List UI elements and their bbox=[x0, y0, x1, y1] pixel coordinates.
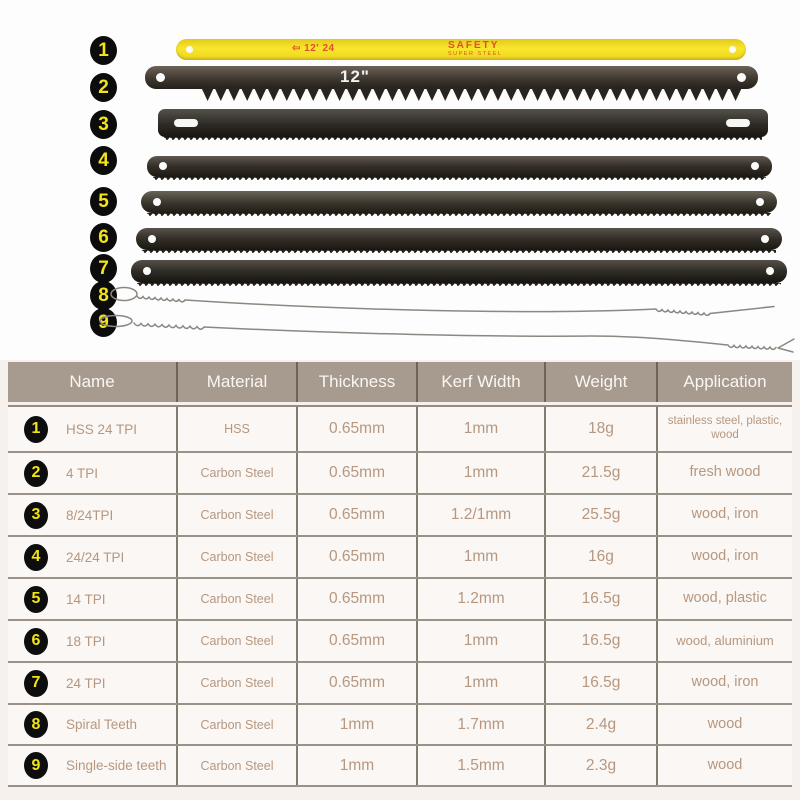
application-cell: fresh wood bbox=[656, 453, 792, 493]
photo-badge-1: 1 bbox=[90, 36, 117, 65]
blade-name: HSS 24 TPI bbox=[66, 421, 138, 437]
application-cell: wood, iron bbox=[656, 663, 792, 703]
kerf-cell: 1mm bbox=[416, 537, 544, 577]
column-header-application: Application bbox=[656, 362, 792, 402]
weight-cell: 2.3g bbox=[544, 746, 656, 785]
table-row bbox=[8, 705, 792, 746]
blade-slot bbox=[174, 119, 198, 127]
blade-slot bbox=[726, 119, 750, 127]
thickness-cell: 0.65mm bbox=[296, 621, 416, 661]
row-badge: 8 bbox=[24, 711, 48, 738]
photo-badge-8: 8 bbox=[90, 281, 117, 310]
arrow-icon: ⇦ bbox=[292, 43, 301, 54]
material-cell: Carbon Steel bbox=[176, 621, 296, 661]
blade-hole bbox=[766, 267, 774, 275]
row-badge: 5 bbox=[24, 586, 48, 613]
saw-teeth-fine bbox=[147, 213, 771, 216]
blade-photo-hss bbox=[176, 39, 746, 60]
application-cell: stainless steel, plastic, wood bbox=[656, 407, 792, 451]
kerf-cell: 1.2mm bbox=[416, 579, 544, 619]
table-body bbox=[8, 405, 792, 787]
kerf-cell: 1.7mm bbox=[416, 705, 544, 744]
column-header-material: Material bbox=[176, 362, 296, 402]
table-row bbox=[8, 407, 792, 453]
blade-hole bbox=[156, 73, 165, 82]
weight-cell: 16g bbox=[544, 537, 656, 577]
blade-name: 4 TPI bbox=[66, 465, 99, 481]
application-cell: wood, plastic bbox=[656, 579, 792, 619]
table-row bbox=[8, 495, 792, 537]
material-cell: Carbon Steel bbox=[176, 705, 296, 744]
application-cell: wood bbox=[656, 746, 792, 785]
column-header-thickness: Thickness bbox=[296, 362, 416, 402]
blade-hole bbox=[153, 198, 161, 206]
table-row bbox=[8, 621, 792, 663]
application-cell: wood, aluminium bbox=[656, 621, 792, 661]
material-cell: Carbon Steel bbox=[176, 453, 296, 493]
weight-cell: 21.5g bbox=[544, 453, 656, 493]
saw-teeth-large bbox=[201, 87, 745, 103]
spec-table bbox=[8, 362, 792, 787]
table-row bbox=[8, 453, 792, 495]
blade-name: 24 TPI bbox=[66, 675, 106, 691]
blade-size-mark: 12" bbox=[340, 67, 370, 86]
blade-hole bbox=[737, 73, 746, 82]
thickness-cell: 1mm bbox=[296, 705, 416, 744]
row-badge: 4 bbox=[24, 544, 48, 571]
application-cell: wood, iron bbox=[656, 495, 792, 535]
material-cell: Carbon Steel bbox=[176, 746, 296, 785]
weight-cell: 16.5g bbox=[544, 621, 656, 661]
thickness-cell: 0.65mm bbox=[296, 537, 416, 577]
thickness-cell: 0.65mm bbox=[296, 407, 416, 451]
material-cell: Carbon Steel bbox=[176, 537, 296, 577]
photo-badge-2: 2 bbox=[90, 73, 117, 102]
blade-name: Spiral Teeth bbox=[66, 717, 138, 732]
thickness-cell: 0.65mm bbox=[296, 579, 416, 619]
blade-hole bbox=[751, 162, 759, 170]
blade-name: 24/24 TPI bbox=[66, 549, 125, 565]
blade-brand-print: SAFETY SUPER STEEL bbox=[448, 40, 503, 57]
table-row bbox=[8, 537, 792, 579]
blade-name: Single-side teeth bbox=[66, 758, 167, 773]
thickness-cell: 0.65mm bbox=[296, 663, 416, 703]
photo-badge-3: 3 bbox=[90, 110, 117, 139]
kerf-cell: 1mm bbox=[416, 663, 544, 703]
weight-cell: 2.4g bbox=[544, 705, 656, 744]
application-cell: wood, iron bbox=[656, 537, 792, 577]
blade-hole bbox=[756, 198, 764, 206]
application-cell: wood bbox=[656, 705, 792, 744]
row-badge: 9 bbox=[24, 752, 48, 779]
blade-photo-18tpi bbox=[136, 228, 782, 253]
photo-badge-6: 6 bbox=[90, 223, 117, 252]
row-badge: 3 bbox=[24, 502, 48, 529]
row-badge: 6 bbox=[24, 628, 48, 655]
thickness-cell: 0.65mm bbox=[296, 495, 416, 535]
photo-badge-5: 5 bbox=[90, 187, 117, 216]
blade-hole bbox=[159, 162, 167, 170]
material-cell: Carbon Steel bbox=[176, 663, 296, 703]
kerf-cell: 1mm bbox=[416, 621, 544, 661]
blade-photo-8-24tpi bbox=[158, 109, 768, 140]
row-badge: 1 bbox=[24, 416, 48, 443]
table-row bbox=[8, 579, 792, 621]
blade-hole bbox=[186, 46, 193, 53]
saw-teeth-fine bbox=[142, 250, 776, 253]
kerf-cell: 1mm bbox=[416, 453, 544, 493]
column-header-kerf-width: Kerf Width bbox=[416, 362, 544, 402]
thickness-cell: 0.65mm bbox=[296, 453, 416, 493]
blade-hole bbox=[761, 235, 769, 243]
saw-teeth-fine bbox=[164, 137, 762, 140]
table-row bbox=[8, 746, 792, 787]
weight-cell: 16.5g bbox=[544, 579, 656, 619]
kerf-cell: 1.2/1mm bbox=[416, 495, 544, 535]
weight-cell: 25.5g bbox=[544, 495, 656, 535]
column-header-weight: Weight bbox=[544, 362, 656, 402]
row-badge: 7 bbox=[24, 670, 48, 697]
kerf-cell: 1mm bbox=[416, 407, 544, 451]
thickness-cell: 1mm bbox=[296, 746, 416, 785]
weight-cell: 16.5g bbox=[544, 663, 656, 703]
blade-hole bbox=[148, 235, 156, 243]
blade-hole bbox=[143, 267, 151, 275]
product-photo-section bbox=[0, 0, 800, 360]
photo-badge-7: 7 bbox=[90, 254, 117, 283]
blade-name: 8/24TPI bbox=[66, 507, 114, 523]
blade-photo-14tpi bbox=[141, 191, 777, 216]
photo-badge-9: 9 bbox=[90, 308, 117, 337]
table-header bbox=[8, 362, 792, 402]
blade-size-mark: ⇦ 12' 24 bbox=[292, 43, 335, 54]
material-cell: Carbon Steel bbox=[176, 495, 296, 535]
kerf-cell: 1.5mm bbox=[416, 746, 544, 785]
material-cell: Carbon Steel bbox=[176, 579, 296, 619]
row-badge: 2 bbox=[24, 460, 48, 487]
blade-name: 18 TPI bbox=[66, 633, 106, 649]
material-cell: HSS bbox=[176, 407, 296, 451]
blade-name: 14 TPI bbox=[66, 591, 106, 607]
blade-photo-24-24tpi bbox=[147, 156, 772, 180]
table-row bbox=[8, 663, 792, 705]
blade-photo-4tpi bbox=[145, 66, 758, 89]
column-header-name: Name bbox=[69, 372, 115, 391]
wire-saw-single-side bbox=[96, 308, 800, 360]
blade-hole bbox=[729, 46, 736, 53]
photo-badge-4: 4 bbox=[90, 146, 117, 175]
saw-teeth-fine bbox=[153, 177, 766, 180]
weight-cell: 18g bbox=[544, 407, 656, 451]
